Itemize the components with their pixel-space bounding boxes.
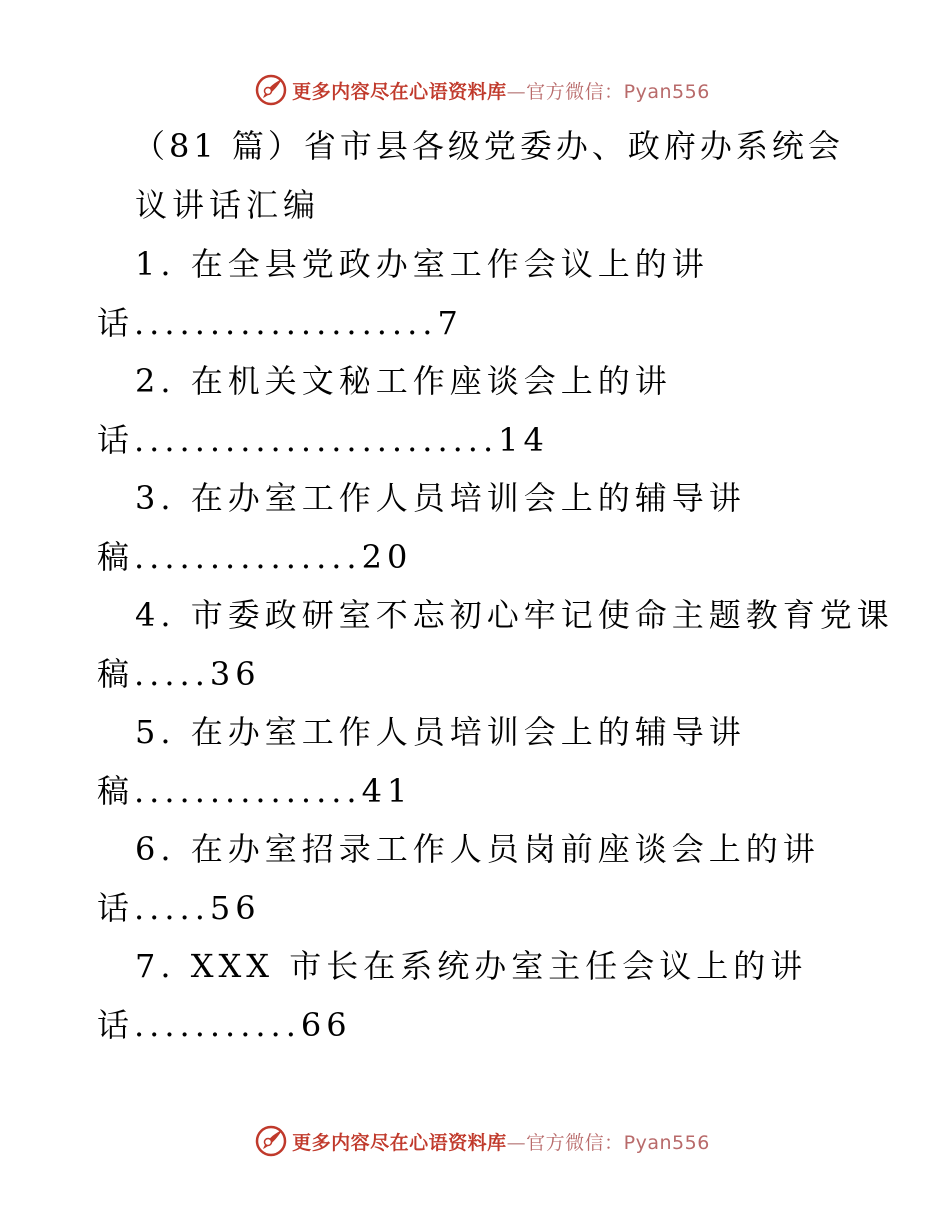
toc-item-6-page: 话.....56 bbox=[97, 889, 261, 927]
quill-logo-icon bbox=[254, 73, 288, 107]
toc-item-3-title: 3. 在办室工作人员培训会上的辅导讲 bbox=[135, 479, 746, 517]
toc-item-6-title: 6. 在办室招录工作人员岗前座谈会上的讲 bbox=[135, 830, 820, 868]
watermark-contact: 官方微信：Pyan556 bbox=[526, 80, 710, 103]
quill-logo-icon bbox=[254, 1124, 288, 1158]
toc-item-1-page: 话....................7 bbox=[97, 304, 463, 342]
watermark-separator: — bbox=[506, 80, 527, 103]
document-title-line2: 议讲话汇编 bbox=[135, 186, 321, 224]
watermark-brand: 更多内容尽在心语资料库 bbox=[292, 80, 507, 103]
toc-item-1-title: 1. 在全县党政办室工作会议上的讲 bbox=[135, 245, 709, 283]
watermark-contact: 官方微信：Pyan556 bbox=[526, 1131, 710, 1154]
toc-item-4-title: 4. 市委政研室不忘初心牢记使命主题教育党课 bbox=[135, 596, 894, 634]
watermark-brand: 更多内容尽在心语资料库 bbox=[292, 1131, 507, 1154]
toc-item-3-page: 稿...............20 bbox=[97, 538, 413, 576]
watermark-header bbox=[0, 70, 950, 110]
toc-item-5-title: 5. 在办室工作人员培训会上的辅导讲 bbox=[135, 713, 746, 751]
watermark-footer bbox=[0, 1121, 950, 1161]
toc-item-2-title: 2. 在机关文秘工作座谈会上的讲 bbox=[135, 362, 672, 400]
toc-item-2-page: 话........................14 bbox=[97, 421, 549, 459]
toc-item-5-page: 稿...............41 bbox=[97, 772, 413, 810]
toc-item-7-title: 7. XXX 市长在系统办室主任会议上的讲 bbox=[135, 947, 808, 985]
toc-item-4-page: 稿.....36 bbox=[97, 655, 261, 693]
watermark-separator: — bbox=[506, 1131, 527, 1154]
toc-item-7-page: 话...........66 bbox=[97, 1006, 352, 1044]
document-title-line1: （81 篇）省市县各级党委办、政府办系统会 bbox=[133, 127, 844, 165]
